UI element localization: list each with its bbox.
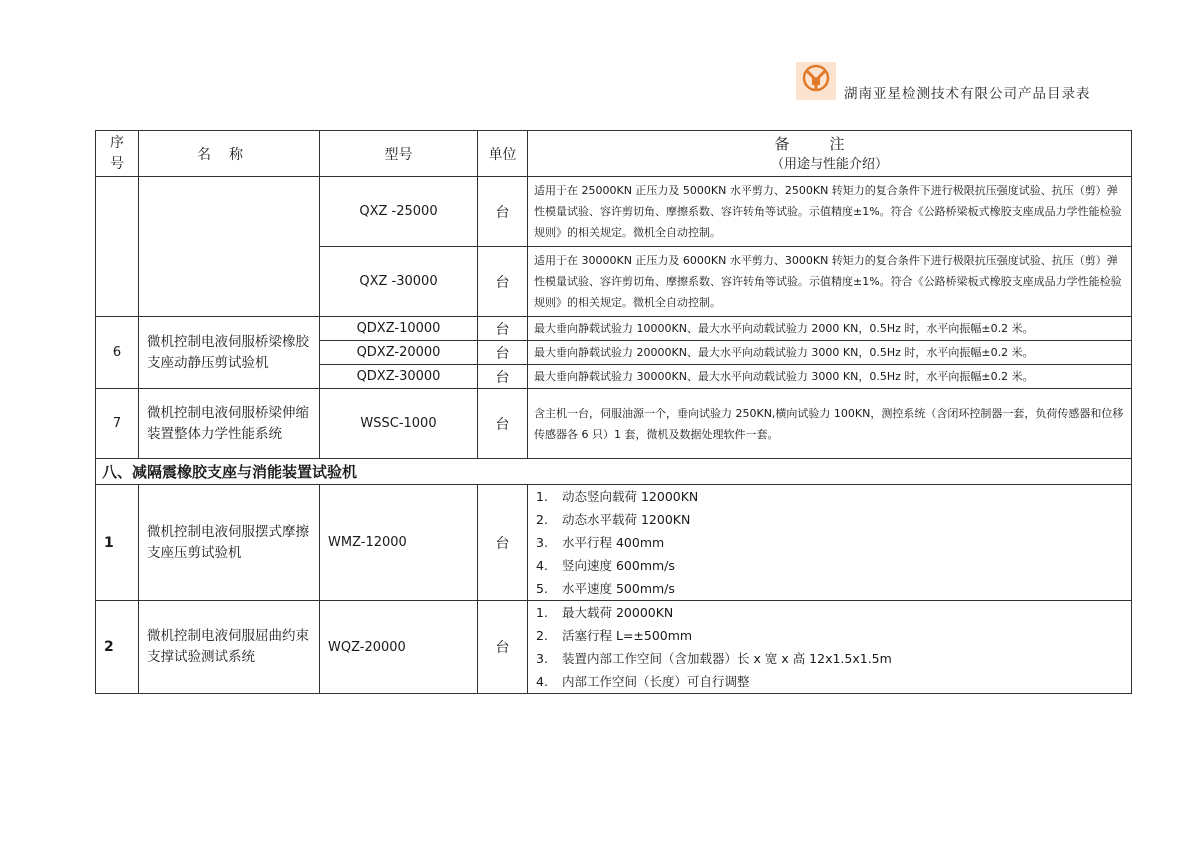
unit-cell: 台 [478, 389, 528, 459]
remark-cell: 最大垂向静载试验力 10000KN、最大水平向动载试验力 2000 KN，0.5Hz 时，水平向振幅±0.2 米。 [528, 317, 1132, 341]
table-row [96, 601, 1132, 694]
remark-cell: 适用于在 25000KN 正压力及 5000KN 水平剪力、2500KN 转矩力的复合条件下进行极限抗压强度试验、抗压（剪）弹性模量试验、容许剪切角、摩擦系数、容许转角等试验。示值精度±1%。符合《公路桥梁板式橡胶支座成品力学性能检验规则》的相关规定。微机全自动控制。 [528, 177, 1132, 247]
model-cell: QXZ -25000 [320, 177, 478, 247]
header-model: 型号 [320, 131, 478, 177]
unit-cell: 台 [478, 341, 528, 365]
unit-cell: 台 [478, 365, 528, 389]
page-header [796, 62, 1136, 102]
index-cell [96, 177, 139, 317]
table-row [96, 389, 1132, 459]
header-remark [528, 131, 1132, 177]
product-catalog-table [95, 130, 1132, 694]
list-item: 2. 活塞行程 L=±500mm [536, 628, 693, 643]
index-cell: 1 [96, 485, 139, 601]
model-cell: QDXZ-30000 [320, 365, 478, 389]
name-cell: 微机控制电液伺服桥梁伸缩装置整体力学性能系统 [139, 389, 320, 459]
model-cell: QDXZ-20000 [320, 341, 478, 365]
model-cell: QXZ -30000 [320, 247, 478, 317]
name-cell: 微机控制电液伺服屈曲约束支撑试验测试系统 [139, 601, 320, 694]
company-logo [796, 62, 836, 100]
company-name: 湖南亚星检测技术有限公司产品目录表 [844, 86, 1091, 102]
list-item: 3. 水平行程 400mm [536, 535, 665, 550]
model-cell: WQZ-20000 [320, 601, 478, 694]
list-item: 4. 竖向速度 600mm/s [536, 558, 675, 573]
index-cell: 6 [96, 317, 139, 389]
list-item: 5. 水平速度 500mm/s [536, 581, 675, 596]
index-cell: 7 [96, 389, 139, 459]
index-cell: 2 [96, 601, 139, 694]
name-cell: 微机控制电液伺服桥梁橡胶支座动静压剪试验机 [139, 317, 320, 389]
header-remark-subtitle: （用途与性能介绍） [770, 156, 888, 172]
section-title: 八、减隔震橡胶支座与消能装置试验机 [96, 459, 1132, 485]
remark-cell: 含主机一台，伺服油源一个，垂向试验力 250KN,横向试验力 100KN，测控系统（含闭环控制器一套，负荷传感器和位移传感器各 6 只）1 套，微机及数据处理软件一套。 [528, 389, 1132, 459]
header-remark-title: 备注 [774, 134, 885, 153]
table-row [96, 177, 1132, 247]
list-item: 1. 最大载荷 20000KN [536, 605, 674, 620]
list-item: 2. 动态水平载荷 1200KN [536, 512, 691, 527]
list-item: 3. 装置内部工作空间（含加载器）长 x 宽 x 高 12x1.5x1.5m [536, 651, 892, 666]
unit-cell: 台 [478, 317, 528, 341]
header-name: 名称 [139, 131, 320, 177]
model-cell: WMZ-12000 [320, 485, 478, 601]
model-cell: QDXZ-10000 [320, 317, 478, 341]
header-unit: 单位 [478, 131, 528, 177]
spec-list-cell [528, 601, 1132, 694]
remark-cell: 最大垂向静载试验力 20000KN、最大水平向动载试验力 3000 KN，0.5Hz 时，水平向振幅±0.2 米。 [528, 341, 1132, 365]
unit-cell: 台 [478, 177, 528, 247]
unit-cell: 台 [478, 485, 528, 601]
spec-list-cell [528, 485, 1132, 601]
list-item: 4. 内部工作空间（长度）可自行调整 [536, 674, 750, 689]
unit-cell: 台 [478, 601, 528, 694]
section-heading-row [96, 459, 1132, 485]
remark-cell: 适用于在 30000KN 正压力及 6000KN 水平剪力、3000KN 转矩力的复合条件下进行极限抗压强度试验、抗压（剪）弹性模量试验、容许剪切角、摩擦系数、容许转角等试验。示值精度±1%。符合《公路桥梁板式橡胶支座成品力学性能检验规则》的相关规定。微机全自动控制。 [528, 247, 1132, 317]
model-cell: WSSC-1000 [320, 389, 478, 459]
table-row [96, 317, 1132, 341]
header-index: 序号 [96, 131, 139, 177]
name-cell [139, 177, 320, 317]
unit-cell: 台 [478, 247, 528, 317]
table-row [96, 485, 1132, 601]
list-item: 1. 动态竖向载荷 12000KN [536, 489, 699, 504]
name-cell: 微机控制电液伺服摆式摩擦支座压剪试验机 [139, 485, 320, 601]
table-header-row [96, 131, 1132, 177]
remark-cell: 最大垂向静载试验力 30000KN、最大水平向动载试验力 3000 KN，0.5Hz 时，水平向振幅±0.2 米。 [528, 365, 1132, 389]
